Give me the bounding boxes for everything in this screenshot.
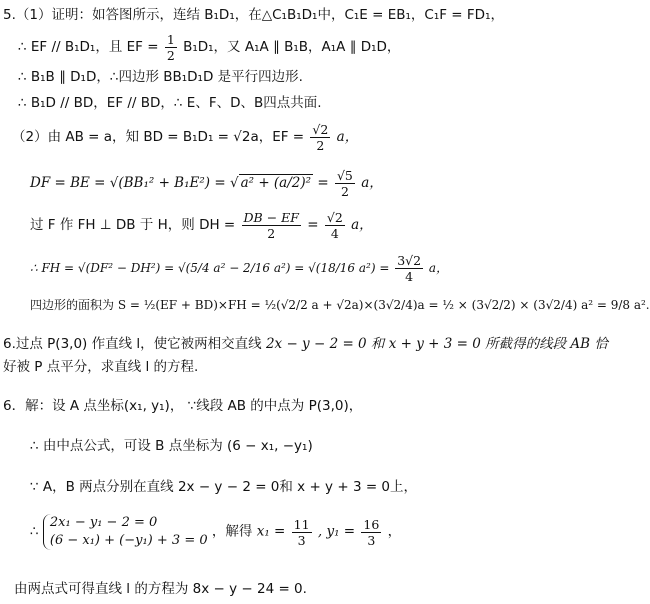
- p6-solution-line3: ∵ A，B 两点分别在直线 2x − y − 2 = 0和 x + y + 3 = 0上，: [30, 479, 418, 495]
- p5-line1: 5.（1）证明：如答图所示，连结 B₁D₁，在△C₁B₁D₁中，C₁E = EB₁，C₁F = FD₁，: [3, 7, 504, 23]
- equation-system: 2x₁ − y₁ − 2 = 0 (6 − x₁) + (−y₁) + 3 = 0: [43, 514, 208, 550]
- df-fraction: $\frac{√5}{2}$: [336, 168, 353, 199]
- dh-fraction: $\frac{DB - EF}{2}$: [243, 210, 299, 241]
- y1-fraction: $\frac{16}{3}$: [363, 516, 380, 548]
- p5-part2-line1: （2）由 AB = a，知 BD = B₁D₁ = √2a，EF = $\frac{√2}{2}$ a，: [12, 122, 359, 153]
- p6-final-line: 由两点式可得直线 l 的方程为 8x − y − 24 = 0.: [14, 581, 307, 597]
- x1-fraction: $\frac{11}{3}$: [293, 516, 310, 548]
- dh-value-fraction: $\frac{√2}{4}$: [326, 210, 343, 241]
- p5-line3: ∴ B₁B ∥ D₁D，∴四边形 BB₁D₁D 是平行四边形.: [18, 69, 303, 85]
- p6-solution-line2: ∴ 由中点公式，可设 B 点坐标为 (6 − x₁, −y₁): [30, 438, 313, 454]
- p6-question-line1: 6.过点 P(3,0) 作直线 l，使它被两相交直线 2x − y − 2 = 0 和 x + y + 3 = 0 所截得的线段 AB 恰: [3, 336, 608, 352]
- p5-df-line: DF = BE = √(BB₁² + B₁E²) = √ a² + (a/2)² = $\frac{√5}{2}$ a，: [30, 168, 383, 199]
- p6-solution-line1: 6．解：设 A 点坐标(x₁, y₁)， ∵线段 AB 的中点为 P(3,0)，: [3, 398, 363, 414]
- p5-line2: ∴ EF // B₁D₁，且 EF = $\frac{1}{2}$ B₁D₁，又 A₁A ∥ B₁B，A₁A ∥ D₁D，: [18, 32, 401, 63]
- p5-line4: ∴ B₁D // BD，EF // BD，∴ E、F、D、B四点共面.: [18, 95, 322, 111]
- fh-fraction: $\frac{3√2}{4}$: [397, 253, 422, 284]
- p5-area-line: 四边形的面积为 S = ½(EF + BD)×FH = ½(√2/2 a + √2a)×(3√2/4)a = ½ × (3√2/2) × (3√2/4) a² = 9/8 a².: [30, 298, 650, 312]
- df-radicand: a² + (a/2)²: [240, 175, 312, 191]
- ef-fraction: $\frac{√2}{2}$: [312, 122, 329, 153]
- p5-fh2-line: ∴ FH = √(DF² − DH²) = √(5/4 a² − 2/16 a²) = √(18/16 a²) = $\frac{3√2}{4}$ a，: [30, 253, 449, 284]
- p6-system-line: ∴ 2x₁ − y₁ − 2 = 0 (6 − x₁) + (−y₁) + 3 = 0 ，解得 x₁ = $\frac{11}{3}$ , y₁ = $\frac{16}{3}$ ，: [30, 515, 402, 548]
- half-fraction: $\frac{1}{2}$: [166, 32, 175, 63]
- p5-fh-line: 过 F 作 FH ⊥ DB 于 H，则 DH = $\frac{DB - EF}{2}$ = $\frac{√2}{4}$ a，: [30, 210, 373, 241]
- p6-question-line2: 好被 P 点平分，求直线 l 的方程.: [3, 359, 199, 375]
